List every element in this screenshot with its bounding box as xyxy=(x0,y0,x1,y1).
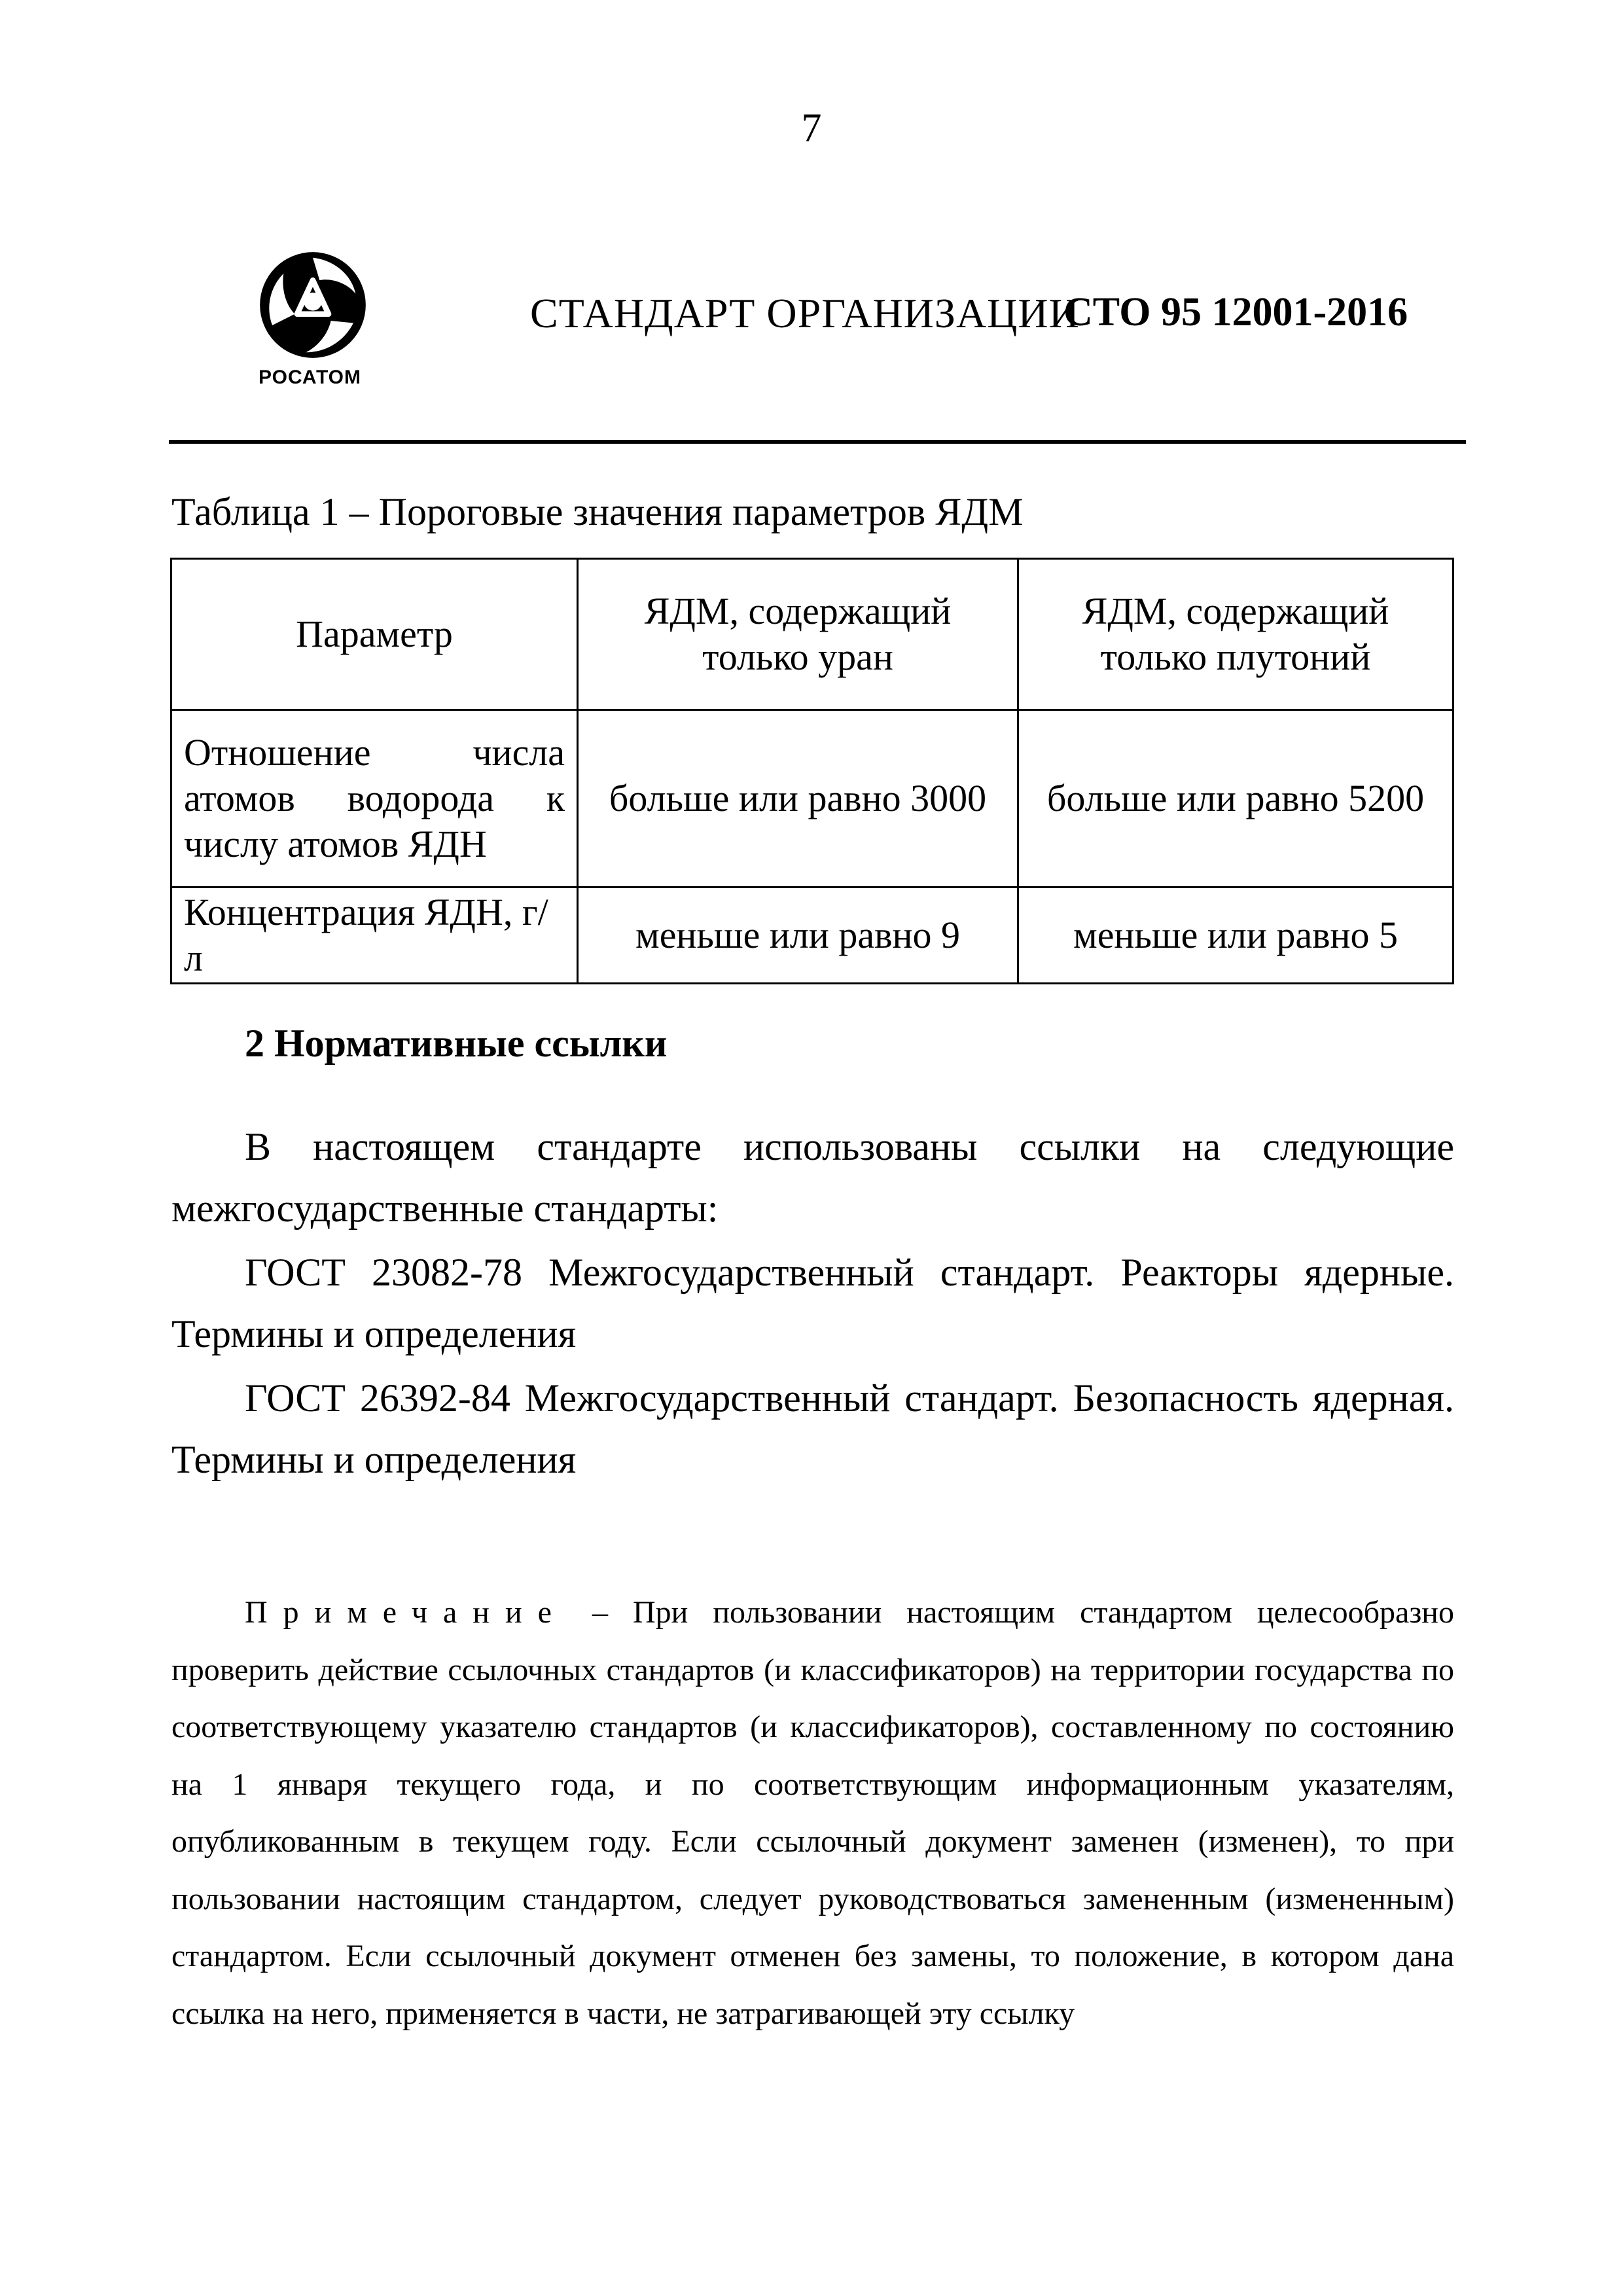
note xyxy=(171,1584,1454,2042)
parameter-line: атомов водорода к xyxy=(184,777,565,819)
parameter-line: числу атомов ЯДН xyxy=(184,823,487,865)
column-header: Параметр xyxy=(171,559,578,710)
uranium-value: больше или равно 3000 xyxy=(578,710,1018,888)
plutonium-value: больше или равно 5200 xyxy=(1018,710,1454,888)
header-rule xyxy=(169,440,1466,444)
plutonium-value: меньше или равно 5 xyxy=(1018,888,1454,984)
note-label: Примечание xyxy=(245,1595,567,1630)
standard-code: СТО 95 12001-2016 xyxy=(1063,290,1408,334)
uranium-value: меньше или равно 9 xyxy=(578,888,1018,984)
table-row xyxy=(171,710,1454,888)
table-caption: Таблица 1 – Пороговые значения параметров ЯДМ xyxy=(171,490,1024,533)
column-header: ЯДМ, содержащий только плутоний xyxy=(1018,559,1454,710)
section-title: 2 Нормативные ссылки xyxy=(245,1022,668,1065)
rosatom-logo-icon xyxy=(257,249,369,361)
table-row xyxy=(171,888,1454,984)
reference-item: ГОСТ 26392-84 Межгосударственный стандарт. Безопасность ядерная. Термины и определения xyxy=(171,1376,1454,1481)
parameter-cell xyxy=(171,710,578,888)
parameter-line: Отношение числа xyxy=(184,731,565,774)
table-header-row xyxy=(171,559,1454,710)
note-text: – При пользовании настоящим стандартом целесообразно проверить действие ссылочных стандартов (и классификаторов) на территории государства по соответствующему указателю стандартов (и классификаторов), составленному по состоянию на 1 января текущего года, и по соответствующим информационным указателям, опубликованным в текущем году. Если ссылочный документ заменен (изменен), то при пользовании настоящим стандартом, следует руководствоваться замененным (измененным) стандартом. Если ссылочный документ отменен без замены, то положение, в котором дана ссылка на него, применяется в части, не затрагивающей эту ссылку xyxy=(171,1595,1454,2031)
intro-paragraph: В настоящем стандарте использованы ссылки на следующие межгосударственные стандарты: xyxy=(171,1125,1454,1230)
logo-text: РОСАТОМ xyxy=(259,367,361,388)
reference-item: ГОСТ 23082-78 Межгосударственный стандарт. Реакторы ядерные. Термины и определения xyxy=(171,1251,1454,1355)
standard-label: СТАНДАРТ ОРГАНИЗАЦИИ xyxy=(530,290,1080,336)
parameters-table xyxy=(170,558,1454,984)
parameter-cell: Концентрация ЯДН, г/л xyxy=(171,888,578,984)
page-number: 7 xyxy=(801,106,822,151)
column-header: ЯДМ, содержащий только уран xyxy=(578,559,1018,710)
